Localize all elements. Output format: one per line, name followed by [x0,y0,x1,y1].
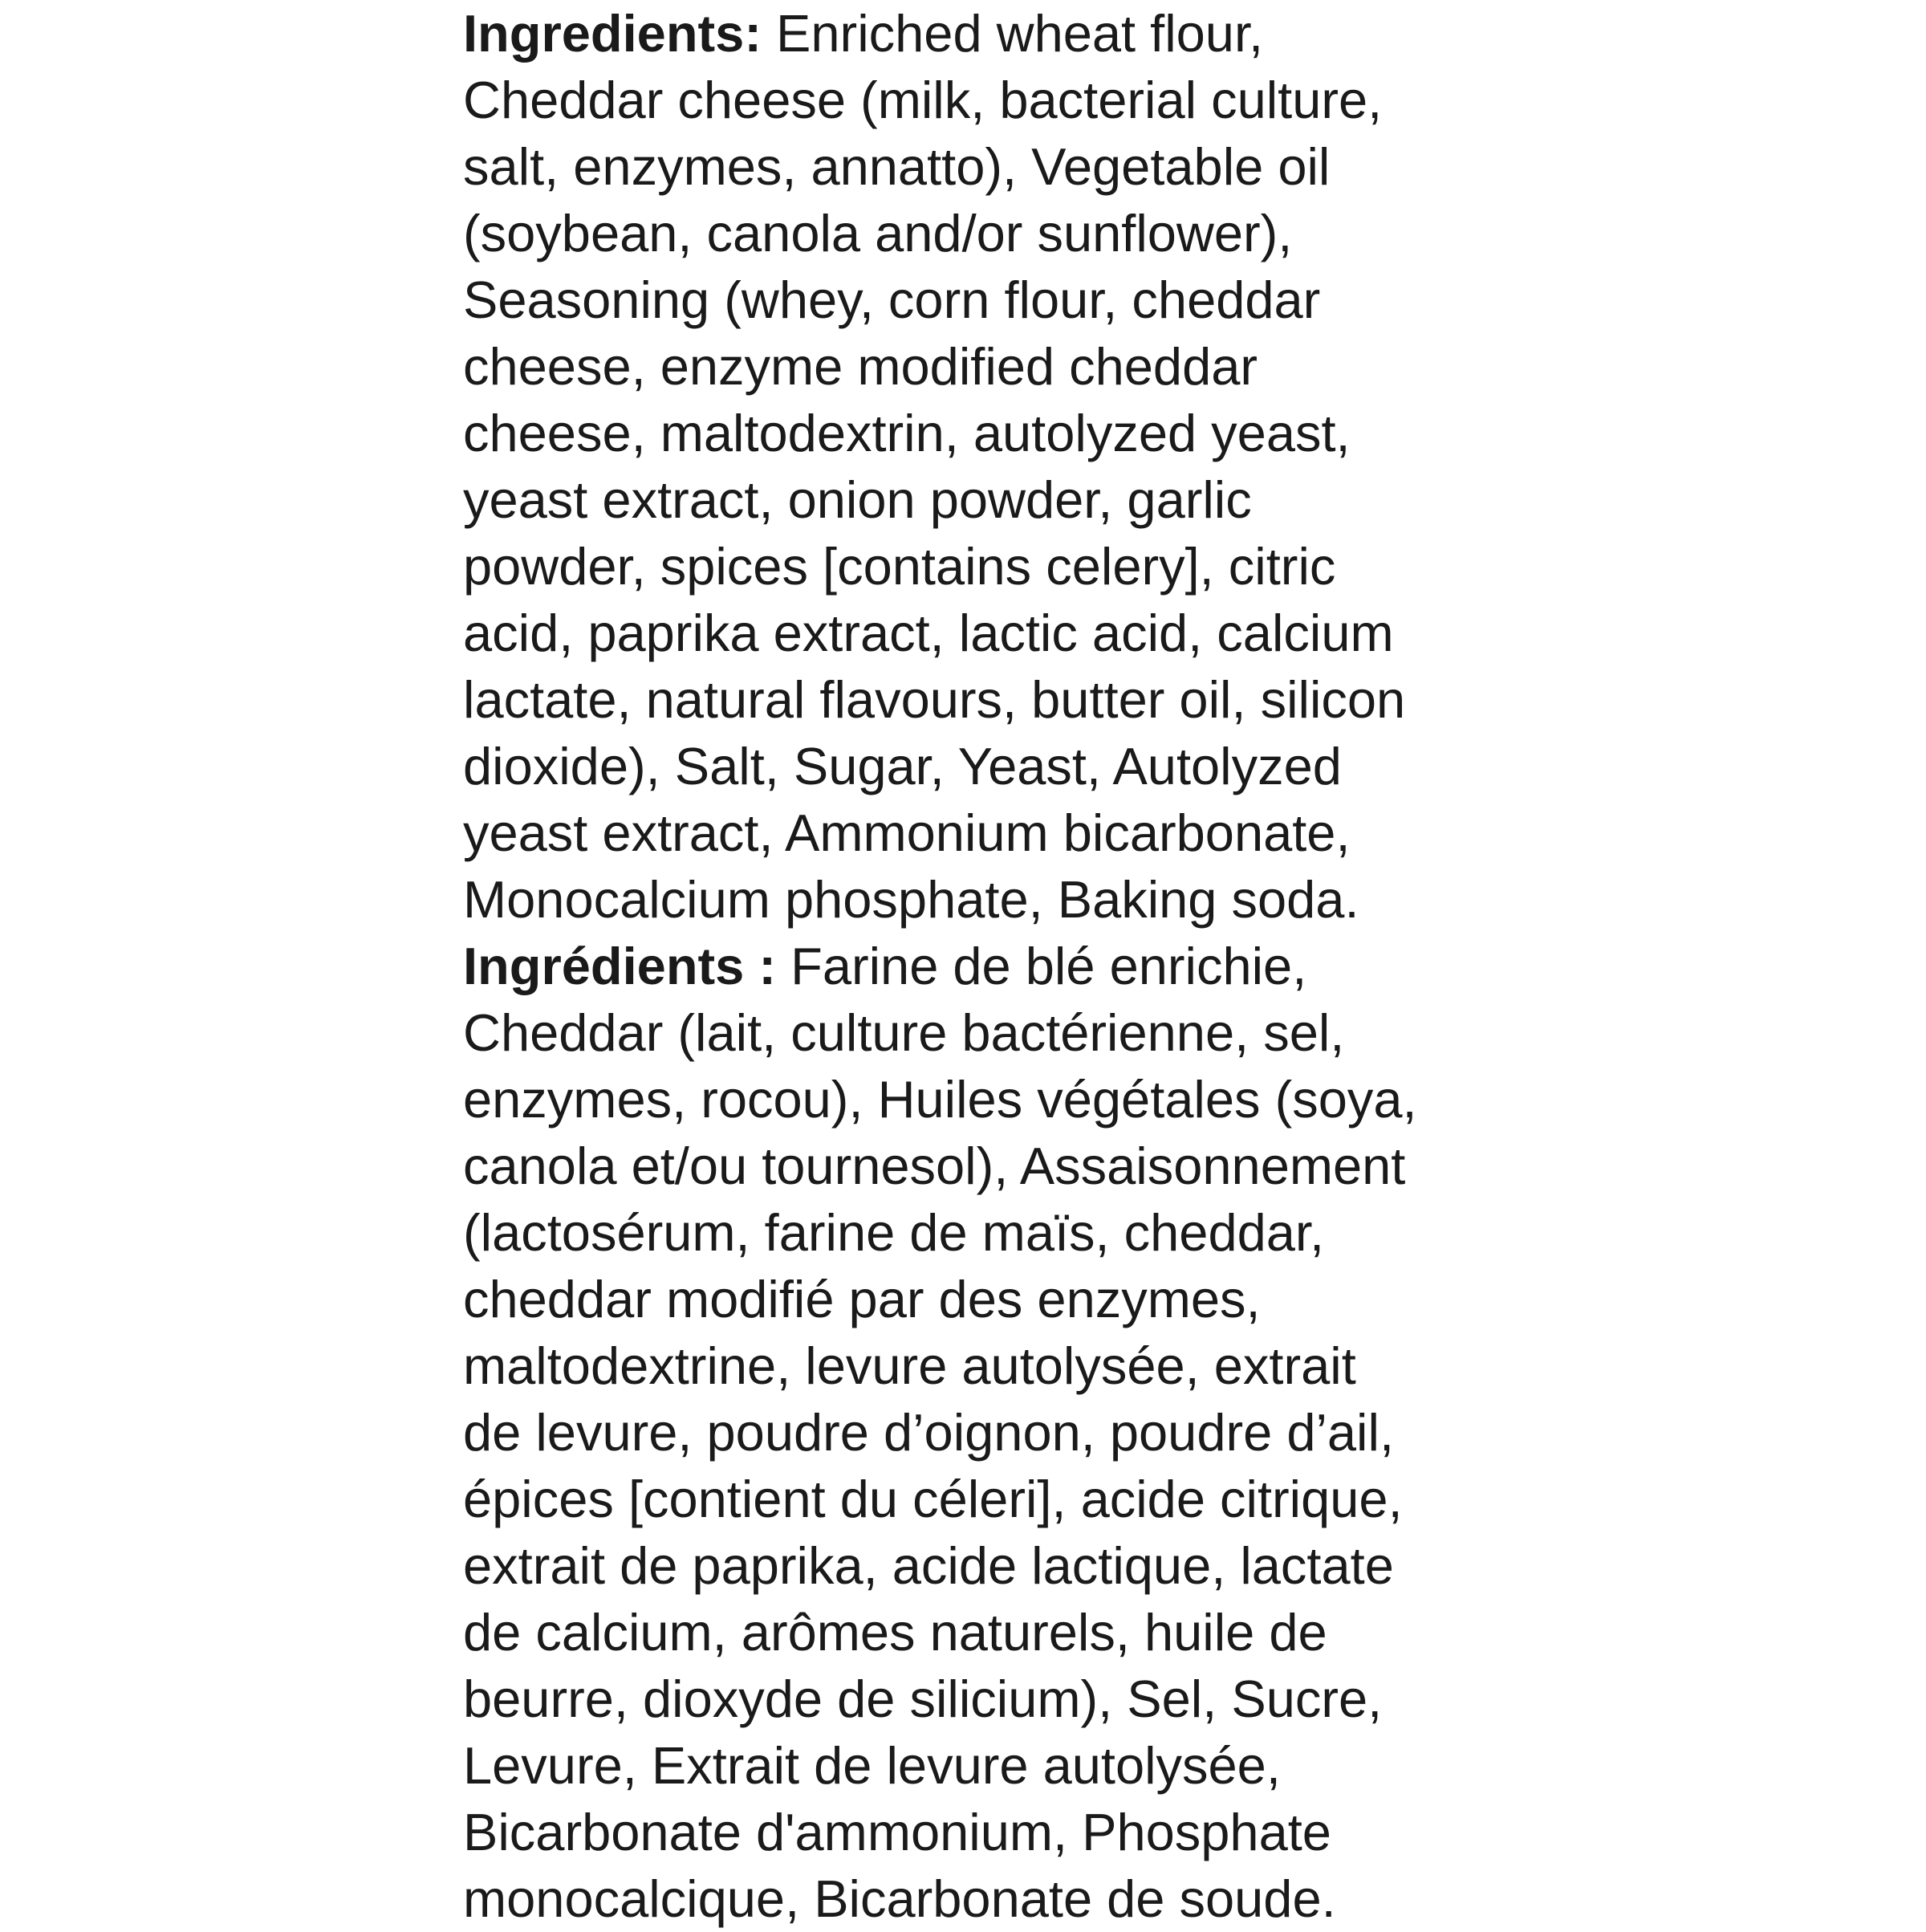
ingredient-line: yeast extract, Ammonium bicarbonate, [463,803,1351,862]
ingredient-line: Bicarbonate d'ammonium, Phosphate [463,1803,1331,1861]
ingredient-line: (soybean, canola and/or sunflower), [463,204,1293,262]
ingredient-line: lactate, natural flavours, butter oil, silicon [463,670,1406,729]
ingredient-line: cheese, enzyme modified cheddar [463,337,1258,396]
english-ingredients [463,0,1522,933]
ingredient-line: Farine de blé enrichie, [790,937,1307,995]
french-heading: Ingrédients : [463,937,777,995]
ingredient-line: powder, spices [contains celery], citric [463,537,1336,596]
ingredient-line: dioxide), Salt, Sugar, Yeast, Autolyzed [463,737,1342,795]
ingredient-line: extrait de paprika, acide lactique, lactate [463,1536,1394,1595]
ingredient-line: Cheddar cheese (milk, bacterial culture, [463,71,1383,129]
french-first-line [463,933,1522,999]
ingredient-line: salt, enzymes, annatto), Vegetable oil [463,137,1331,196]
ingredient-line: Seasoning (whey, corn flour, cheddar [463,270,1321,329]
french-ingredients [463,933,1522,1932]
ingredient-line: canola et/ou tournesol), Assaisonnement [463,1137,1406,1195]
ingredient-line: de levure, poudre d’oignon, poudre d’ail, [463,1403,1395,1462]
ingredient-line: (lactosérum, farine de maïs, cheddar, [463,1203,1325,1262]
ingredient-line: cheese, maltodextrin, autolyzed yeast, [463,404,1351,462]
ingredient-line: de calcium, arômes naturels, huile de [463,1603,1327,1662]
ingredient-line: Monocalcium phosphate, Baking soda. [463,870,1359,929]
ingredient-line: Cheddar (lait, culture bactérienne, sel, [463,1003,1345,1062]
ingredients-panel [463,0,1522,1926]
ingredient-line: épices [contient du céleri], acide citrique, [463,1470,1403,1528]
english-heading: Ingredients: [463,4,762,63]
ingredient-line: Levure, Extrait de levure autolysée, [463,1736,1281,1795]
english-first-line [463,0,1522,67]
ingredient-line: Enriched wheat flour, [776,4,1264,63]
ingredient-line: monocalcique, Bicarbonate de soude. [463,1869,1336,1928]
ingredient-line: acid, paprika extract, lactic acid, calcium [463,604,1394,662]
ingredient-line: beurre, dioxyde de silicium), Sel, Sucre, [463,1670,1383,1728]
ingredient-line: maltodextrine, levure autolysée, extrait [463,1336,1356,1395]
ingredient-line: enzymes, rocou), Huiles végétales (soya, [463,1070,1417,1129]
ingredient-line: cheddar modifié par des enzymes, [463,1270,1261,1328]
ingredient-line: yeast extract, onion powder, garlic [463,470,1252,529]
